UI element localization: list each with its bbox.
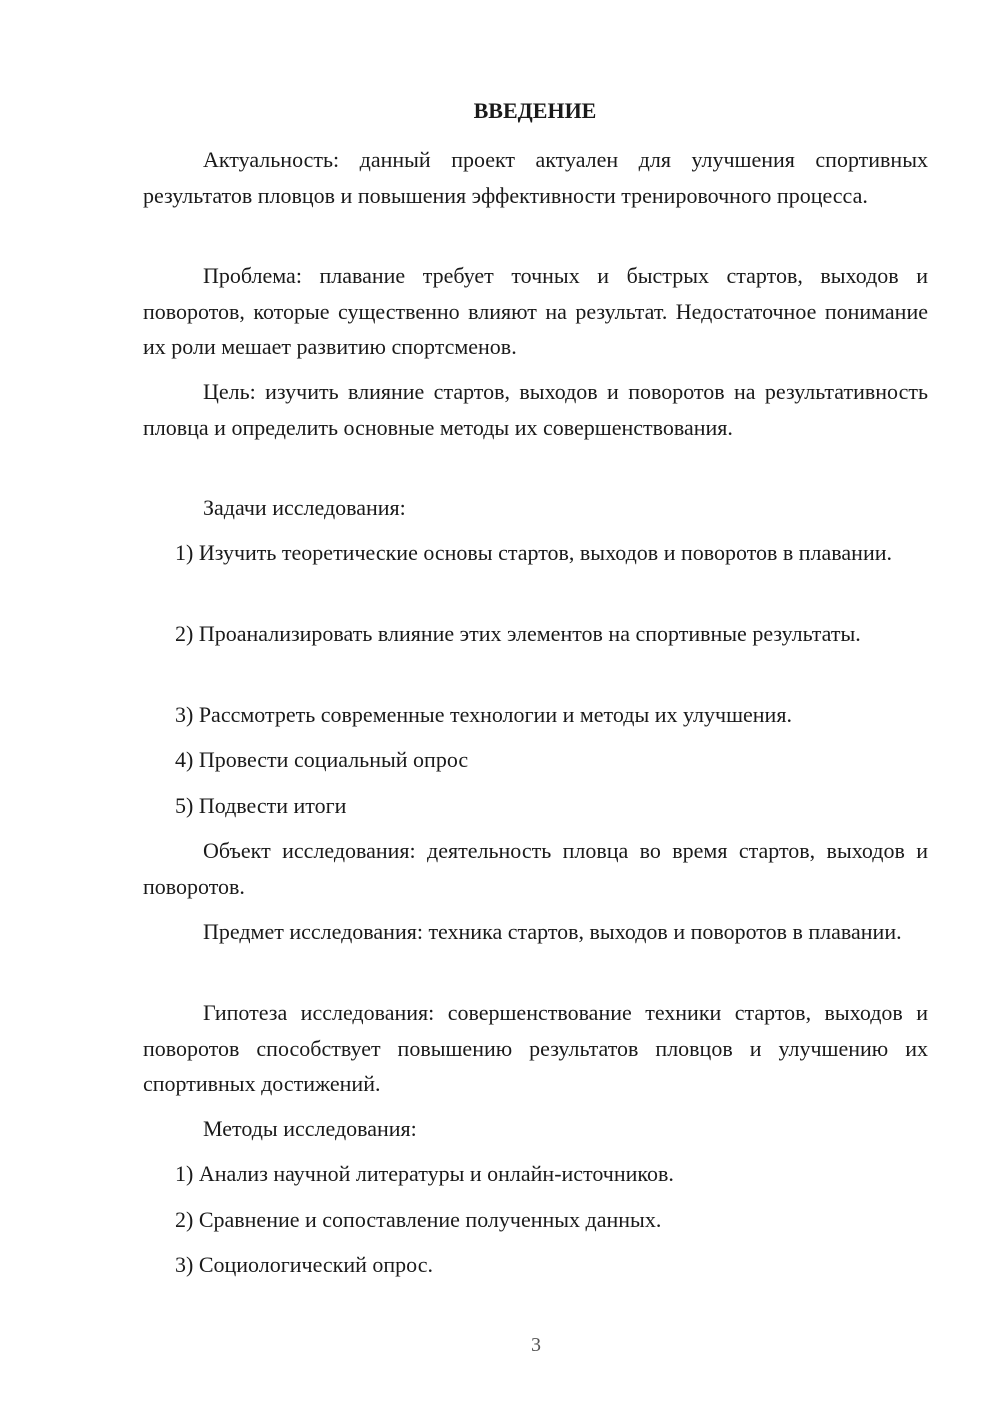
- tasks-heading: Задачи исследования:: [203, 495, 406, 520]
- task-item: 2) Проанализировать влияние этих элементов на спортивные результаты.: [175, 621, 861, 646]
- task-item: 4) Провести социальный опрос: [175, 747, 469, 772]
- section-heading: ВВЕДЕНИЕ: [473, 98, 597, 123]
- method-item: 1) Анализ научной литературы и онлайн-источников.: [175, 1161, 674, 1186]
- task-item: 5) Подвести итоги: [175, 793, 347, 818]
- goal-paragraph: Цель: изучить влияние стартов, выходов и поворотов на результативность пловца и определить основные методы их совершенствования.: [143, 379, 928, 440]
- methods-heading: Методы исследования:: [203, 1116, 417, 1141]
- method-item: 3) Социологический опрос.: [175, 1252, 433, 1277]
- problem-paragraph: Проблема: плавание требует точных и быстрых стартов, выходов и поворотов, которые существенно влияют на результат. Недостаточное понимание их роли мешает развитию спортсменов.: [143, 263, 928, 359]
- subject-paragraph: Предмет исследования: техника стартов, выходов и поворотов в плавании.: [203, 919, 902, 944]
- object-paragraph: Объект исследования: деятельность пловца во время стартов, выходов и поворотов.: [143, 838, 928, 899]
- hypothesis-paragraph: Гипотеза исследования: совершенствование техники стартов, выходов и поворотов способствует повышению результатов пловцов и улучшению их спортивных достижений.: [143, 1000, 928, 1096]
- relevance-paragraph: Актуальность: данный проект актуален для улучшения спортивных результатов пловцов и повышения эффективности тренировочного процесса.: [143, 147, 928, 208]
- task-item: 3) Рассмотреть современные технологии и методы их улучшения.: [175, 702, 792, 727]
- task-item: 1) Изучить теоретические основы стартов, выходов и поворотов в плавании.: [175, 540, 892, 565]
- page-number: 3: [531, 1334, 541, 1356]
- method-item: 2) Сравнение и сопоставление полученных данных.: [175, 1207, 662, 1232]
